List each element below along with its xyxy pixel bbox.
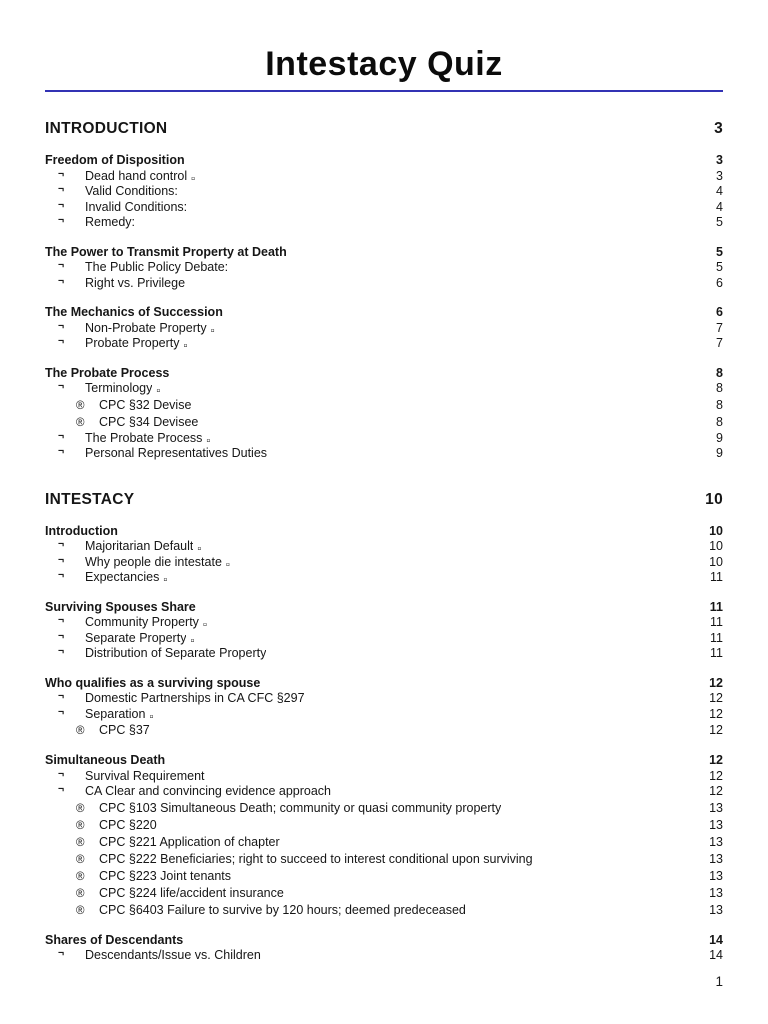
- toc-entry-label: Invalid Conditions:: [85, 199, 188, 214]
- toc-entry-label: Valid Conditions:: [85, 184, 178, 198]
- toc-row: [45, 902, 723, 919]
- toc-row: [45, 834, 723, 851]
- toc-row: [45, 555, 723, 571]
- toc-entry-page: 12: [709, 691, 723, 705]
- page-number: 1: [715, 973, 723, 989]
- list-bullet-icon: ¬: [58, 553, 65, 566]
- list-bullet-icon: ¬: [58, 445, 65, 457]
- toc-entry-label: INTESTACY: [45, 490, 135, 508]
- toc-row: [45, 691, 723, 707]
- list-bullet-icon: ®: [76, 725, 85, 737]
- toc-entry-label: INTRODUCTION: [45, 120, 168, 137]
- toc-entry-page: 14: [709, 948, 723, 962]
- toc-entry-page: 8: [716, 397, 723, 412]
- toc-entry-label: Shares of Descendants: [45, 932, 184, 947]
- trailing-square-icon: ▫: [190, 634, 195, 647]
- toc-entry-label: Domestic Partnerships in CA CFC §297: [85, 691, 305, 705]
- toc-entry-label: CPC §221 Application of chapter: [99, 834, 280, 849]
- toc-row: [45, 184, 723, 200]
- toc-entry-page: 13: [709, 800, 723, 815]
- toc-entry-label: Non-Probate Property: [85, 320, 207, 335]
- list-bullet-icon: ¬: [58, 629, 65, 642]
- toc-row: [45, 851, 723, 868]
- list-bullet-icon: ®: [76, 904, 85, 917]
- toc-entry-label: The Public Policy Debate:: [85, 260, 229, 274]
- toc-row: [45, 524, 723, 540]
- list-bullet-icon: ®: [76, 399, 85, 412]
- toc-row: [45, 200, 723, 216]
- toc-row: [45, 800, 723, 817]
- toc-row: [45, 305, 723, 321]
- toc-row: [45, 631, 723, 647]
- toc-entry-page: 10: [705, 490, 723, 508]
- toc-entry-label: Majoritarian Default: [85, 539, 194, 553]
- list-bullet-icon: ®: [76, 819, 85, 832]
- toc-entry-page: 4: [716, 199, 723, 214]
- toc-entry-label: Probate Property: [85, 336, 180, 350]
- list-bullet-icon: ¬: [58, 783, 65, 795]
- toc-entry-label: Remedy:: [85, 215, 136, 229]
- toc-entry-label: Simultaneous Death: [45, 753, 166, 767]
- toc-entry-page: 12: [709, 706, 723, 721]
- toc-entry-page: 8: [716, 414, 723, 429]
- trailing-square-icon: ▫: [210, 324, 215, 337]
- toc-entry-page: 12: [709, 753, 723, 767]
- toc-entry-label: Personal Representatives Duties: [85, 446, 268, 460]
- table-of-contents: [45, 119, 723, 964]
- toc-row: [45, 366, 723, 382]
- toc-entry-label: Separation: [85, 706, 146, 721]
- toc-row: [45, 722, 723, 739]
- list-bullet-icon: ¬: [58, 947, 65, 959]
- toc-row: [45, 784, 723, 800]
- list-bullet-icon: ¬: [58, 183, 65, 195]
- toc-row: [45, 245, 723, 261]
- toc-entry-label: CPC §222 Beneficiaries; right to succeed to interest conditional upon surviving: [99, 851, 533, 866]
- list-bullet-icon: ¬: [58, 614, 65, 626]
- list-bullet-icon: ®: [76, 836, 85, 849]
- trailing-square-icon: ▫: [197, 543, 202, 555]
- toc-row: [45, 321, 723, 337]
- toc-entry-label: CPC §223 Joint tenants: [99, 868, 232, 883]
- toc-entry-label: CPC §224 life/accident insurance: [99, 885, 284, 900]
- toc-entry-label: CPC §32 Devise: [99, 397, 192, 412]
- toc-entry-page: 3: [716, 153, 723, 167]
- toc-entry-page: 13: [709, 834, 723, 849]
- list-bullet-icon: ¬: [58, 690, 65, 702]
- toc-entry-label: Survival Requirement: [85, 768, 205, 783]
- toc-row: [45, 868, 723, 885]
- toc-entry-label: CA Clear and convincing evidence approach: [85, 784, 331, 798]
- list-bullet-icon: ¬: [58, 259, 65, 271]
- toc-entry-page: 5: [716, 244, 723, 259]
- toc-entry-page: 13: [709, 851, 723, 866]
- toc-entry-label: Distribution of Separate Property: [85, 646, 267, 660]
- toc-entry-page: 14: [709, 932, 723, 947]
- trailing-square-icon: ▫: [156, 385, 161, 397]
- toc-entry-page: 12: [709, 723, 723, 737]
- toc-entry-page: 10: [709, 523, 723, 538]
- toc-row: [45, 948, 723, 964]
- list-bullet-icon: ¬: [58, 538, 65, 550]
- toc-entry-page: 5: [716, 215, 723, 229]
- list-bullet-icon: ®: [76, 416, 85, 429]
- toc-entry-label: Dead hand control: [85, 168, 188, 183]
- trailing-square-icon: ▫: [163, 574, 168, 586]
- toc-row: [45, 615, 723, 631]
- toc-row: [45, 570, 723, 586]
- list-bullet-icon: ¬: [58, 198, 65, 211]
- toc-entry-label: The Probate Process: [85, 430, 203, 445]
- toc-entry-page: 13: [709, 885, 723, 900]
- list-bullet-icon: ®: [76, 853, 85, 866]
- toc-entry-label: The Mechanics of Succession: [45, 305, 223, 319]
- toc-row: [45, 446, 723, 462]
- list-bullet-icon: ¬: [58, 167, 65, 180]
- list-bullet-icon: ¬: [58, 274, 65, 287]
- toc-entry-label: Expectancies: [85, 570, 160, 584]
- toc-row: [45, 707, 723, 723]
- toc-entry-page: 12: [709, 675, 723, 690]
- toc-entry-label: Community Property: [85, 615, 199, 629]
- list-bullet-icon: ¬: [58, 319, 65, 332]
- list-bullet-icon: ¬: [58, 214, 65, 226]
- toc-entry-page: 12: [709, 784, 723, 798]
- toc-entry-label: CPC §37: [99, 723, 150, 737]
- list-bullet-icon: ¬: [58, 335, 65, 347]
- toc-entry-label: The Probate Process: [45, 365, 170, 380]
- toc-entry-label: Why people die intestate: [85, 554, 222, 569]
- toc-entry-page: 12: [709, 768, 723, 783]
- toc-entry-label: The Power to Transmit Property at Death: [45, 244, 287, 259]
- toc-row: [45, 933, 723, 949]
- toc-row: [45, 539, 723, 555]
- list-bullet-icon: ¬: [58, 569, 65, 581]
- toc-row: [45, 885, 723, 902]
- list-bullet-icon: ¬: [58, 705, 65, 718]
- list-bullet-icon: ®: [76, 802, 85, 815]
- toc-entry-page: 11: [709, 599, 723, 614]
- toc-entry-page: 7: [716, 320, 723, 335]
- toc-entry-label: Descendants/Issue vs. Children: [85, 948, 261, 962]
- toc-entry-page: 9: [716, 430, 723, 445]
- toc-row: [45, 414, 723, 431]
- toc-entry-label: Separate Property: [85, 630, 187, 645]
- toc-row: [45, 646, 723, 662]
- toc-entry-label: Freedom of Disposition: [45, 153, 185, 167]
- trailing-square-icon: ▫: [149, 710, 154, 723]
- trailing-square-icon: ▫: [202, 619, 207, 631]
- toc-entry-page: 6: [716, 305, 723, 319]
- toc-row: [45, 753, 723, 769]
- toc-row: [45, 215, 723, 231]
- toc-entry-label: CPC §6403 Failure to survive by 120 hours; deemed predeceased: [99, 902, 466, 917]
- toc-row: [45, 381, 723, 397]
- toc-row: [45, 676, 723, 692]
- toc-row: [45, 431, 723, 447]
- page-title: Intestacy Quiz: [265, 45, 503, 83]
- toc-entry-page: 11: [710, 615, 723, 629]
- toc-entry-label: CPC §220: [99, 817, 157, 832]
- toc-row: [45, 397, 723, 414]
- toc-entry-label: Surviving Spouses Share: [45, 599, 196, 614]
- toc-entry-page: 13: [709, 868, 723, 883]
- toc-entry-page: 5: [716, 260, 723, 274]
- list-bullet-icon: ®: [76, 887, 85, 900]
- toc-entry-label: Introduction: [45, 523, 118, 538]
- toc-entry-page: 11: [710, 630, 723, 645]
- toc-entry-label: CPC §34 Devisee: [99, 414, 199, 429]
- toc-row: [45, 817, 723, 834]
- toc-row: [45, 169, 723, 185]
- toc-entry-page: 13: [709, 902, 723, 917]
- toc-entry-page: 9: [716, 446, 723, 460]
- list-bullet-icon: ¬: [58, 767, 65, 780]
- toc-entry-page: 4: [716, 184, 723, 198]
- toc-entry-label: Right vs. Privilege: [85, 275, 186, 290]
- toc-row: [45, 336, 723, 352]
- toc-row: [45, 276, 723, 292]
- toc-row: [45, 490, 723, 510]
- toc-entry-page: 6: [716, 275, 723, 290]
- toc-entry-page: 11: [710, 570, 723, 584]
- trailing-square-icon: ▫: [206, 434, 211, 447]
- trailing-square-icon: ▫: [183, 340, 188, 352]
- toc-entry-page: 8: [716, 365, 723, 380]
- toc-entry-label: CPC §103 Simultaneous Death; community or quasi community property: [99, 800, 502, 815]
- toc-entry-page: 10: [709, 539, 723, 553]
- toc-entry-page: 8: [716, 381, 723, 395]
- list-bullet-icon: ®: [76, 870, 85, 883]
- toc-entry-page: 3: [714, 120, 723, 137]
- list-bullet-icon: ¬: [58, 380, 65, 392]
- toc-entry-page: 11: [710, 646, 723, 660]
- toc-row: [45, 153, 723, 169]
- title-rule: [45, 90, 723, 92]
- toc-row: [45, 119, 723, 139]
- toc-entry-page: 3: [716, 168, 723, 183]
- toc-entry-label: Who qualifies as a surviving spouse: [45, 675, 261, 690]
- list-bullet-icon: ¬: [58, 429, 65, 442]
- toc-entry-page: 13: [709, 817, 723, 832]
- toc-entry-label: Terminology: [85, 381, 153, 395]
- trailing-square-icon: ▫: [191, 172, 196, 185]
- toc-row: [45, 600, 723, 616]
- list-bullet-icon: ¬: [58, 645, 65, 657]
- trailing-square-icon: ▫: [225, 558, 230, 571]
- toc-entry-page: 7: [716, 336, 723, 350]
- toc-row: [45, 260, 723, 276]
- toc-row: [45, 769, 723, 785]
- toc-entry-page: 10: [709, 554, 723, 569]
